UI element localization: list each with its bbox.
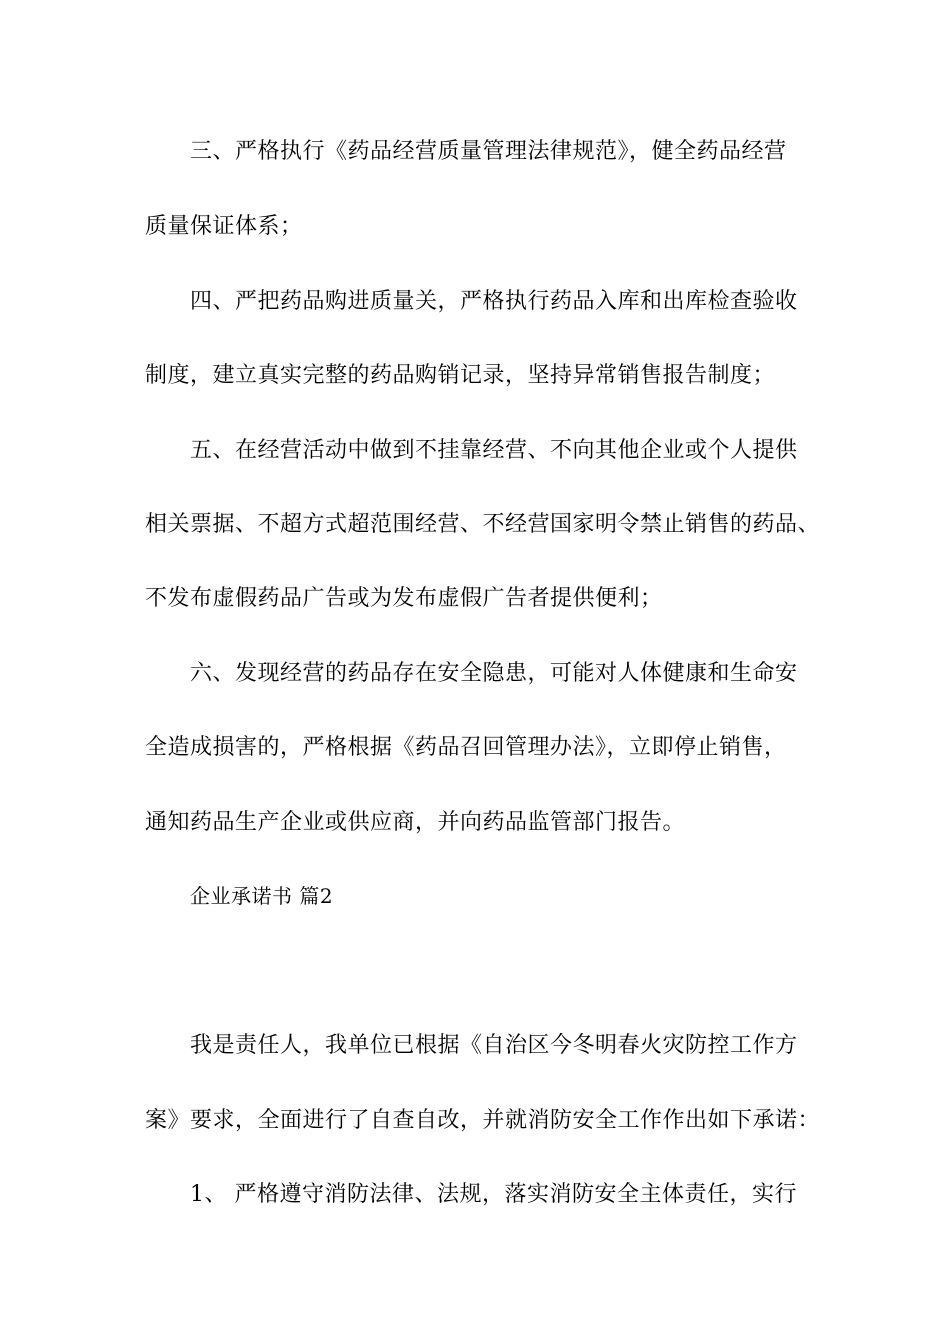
paragraph-line: 全造成损害的，严格根据《药品召回管理办法》，立即停止销售，	[145, 735, 787, 760]
paragraph-line: 五、在经营活动中做到不挂靠经营、不向其他企业或个人提供	[190, 438, 798, 463]
paragraph-line: 不发布虚假药品广告或为发布虚假广告者提供便利；	[145, 586, 663, 611]
paragraph-line: 三、严格执行《药品经营质量管理法律规范》，健全药品经营	[190, 139, 787, 164]
paragraph-line: 四、严把药品购进质量关，严格执行药品入库和出库检查验收	[190, 289, 798, 314]
paragraph-line: 通知药品生产企业或供应商，并向药品监管部门报告。	[145, 810, 686, 835]
paragraph-line: 质量保证体系；	[145, 214, 303, 239]
paragraph-line: 相关票据、不超方式超范围经营、不经营国家明令禁止销售的药品、	[145, 512, 821, 537]
paragraph-line: 制度，建立真实完整的药品购销记录，坚持异常销售报告制度；	[145, 363, 776, 388]
paragraph-line: 案》要求，全面进行了自查自改，并就消防安全工作作出如下承诺：	[145, 1108, 821, 1133]
section-heading: 企业承诺书 篇2	[190, 884, 334, 908]
paragraph-line: 六、发现经营的药品存在安全隐患，可能对人体健康和生命安	[190, 661, 798, 686]
paragraph-line: 我是责任人，我单位已根据《自治区今冬明春火灾防控工作方	[190, 1033, 798, 1058]
paragraph-line: 1、 严格遵守消防法律、法规，落实消防安全主体责任，实行	[190, 1182, 797, 1207]
